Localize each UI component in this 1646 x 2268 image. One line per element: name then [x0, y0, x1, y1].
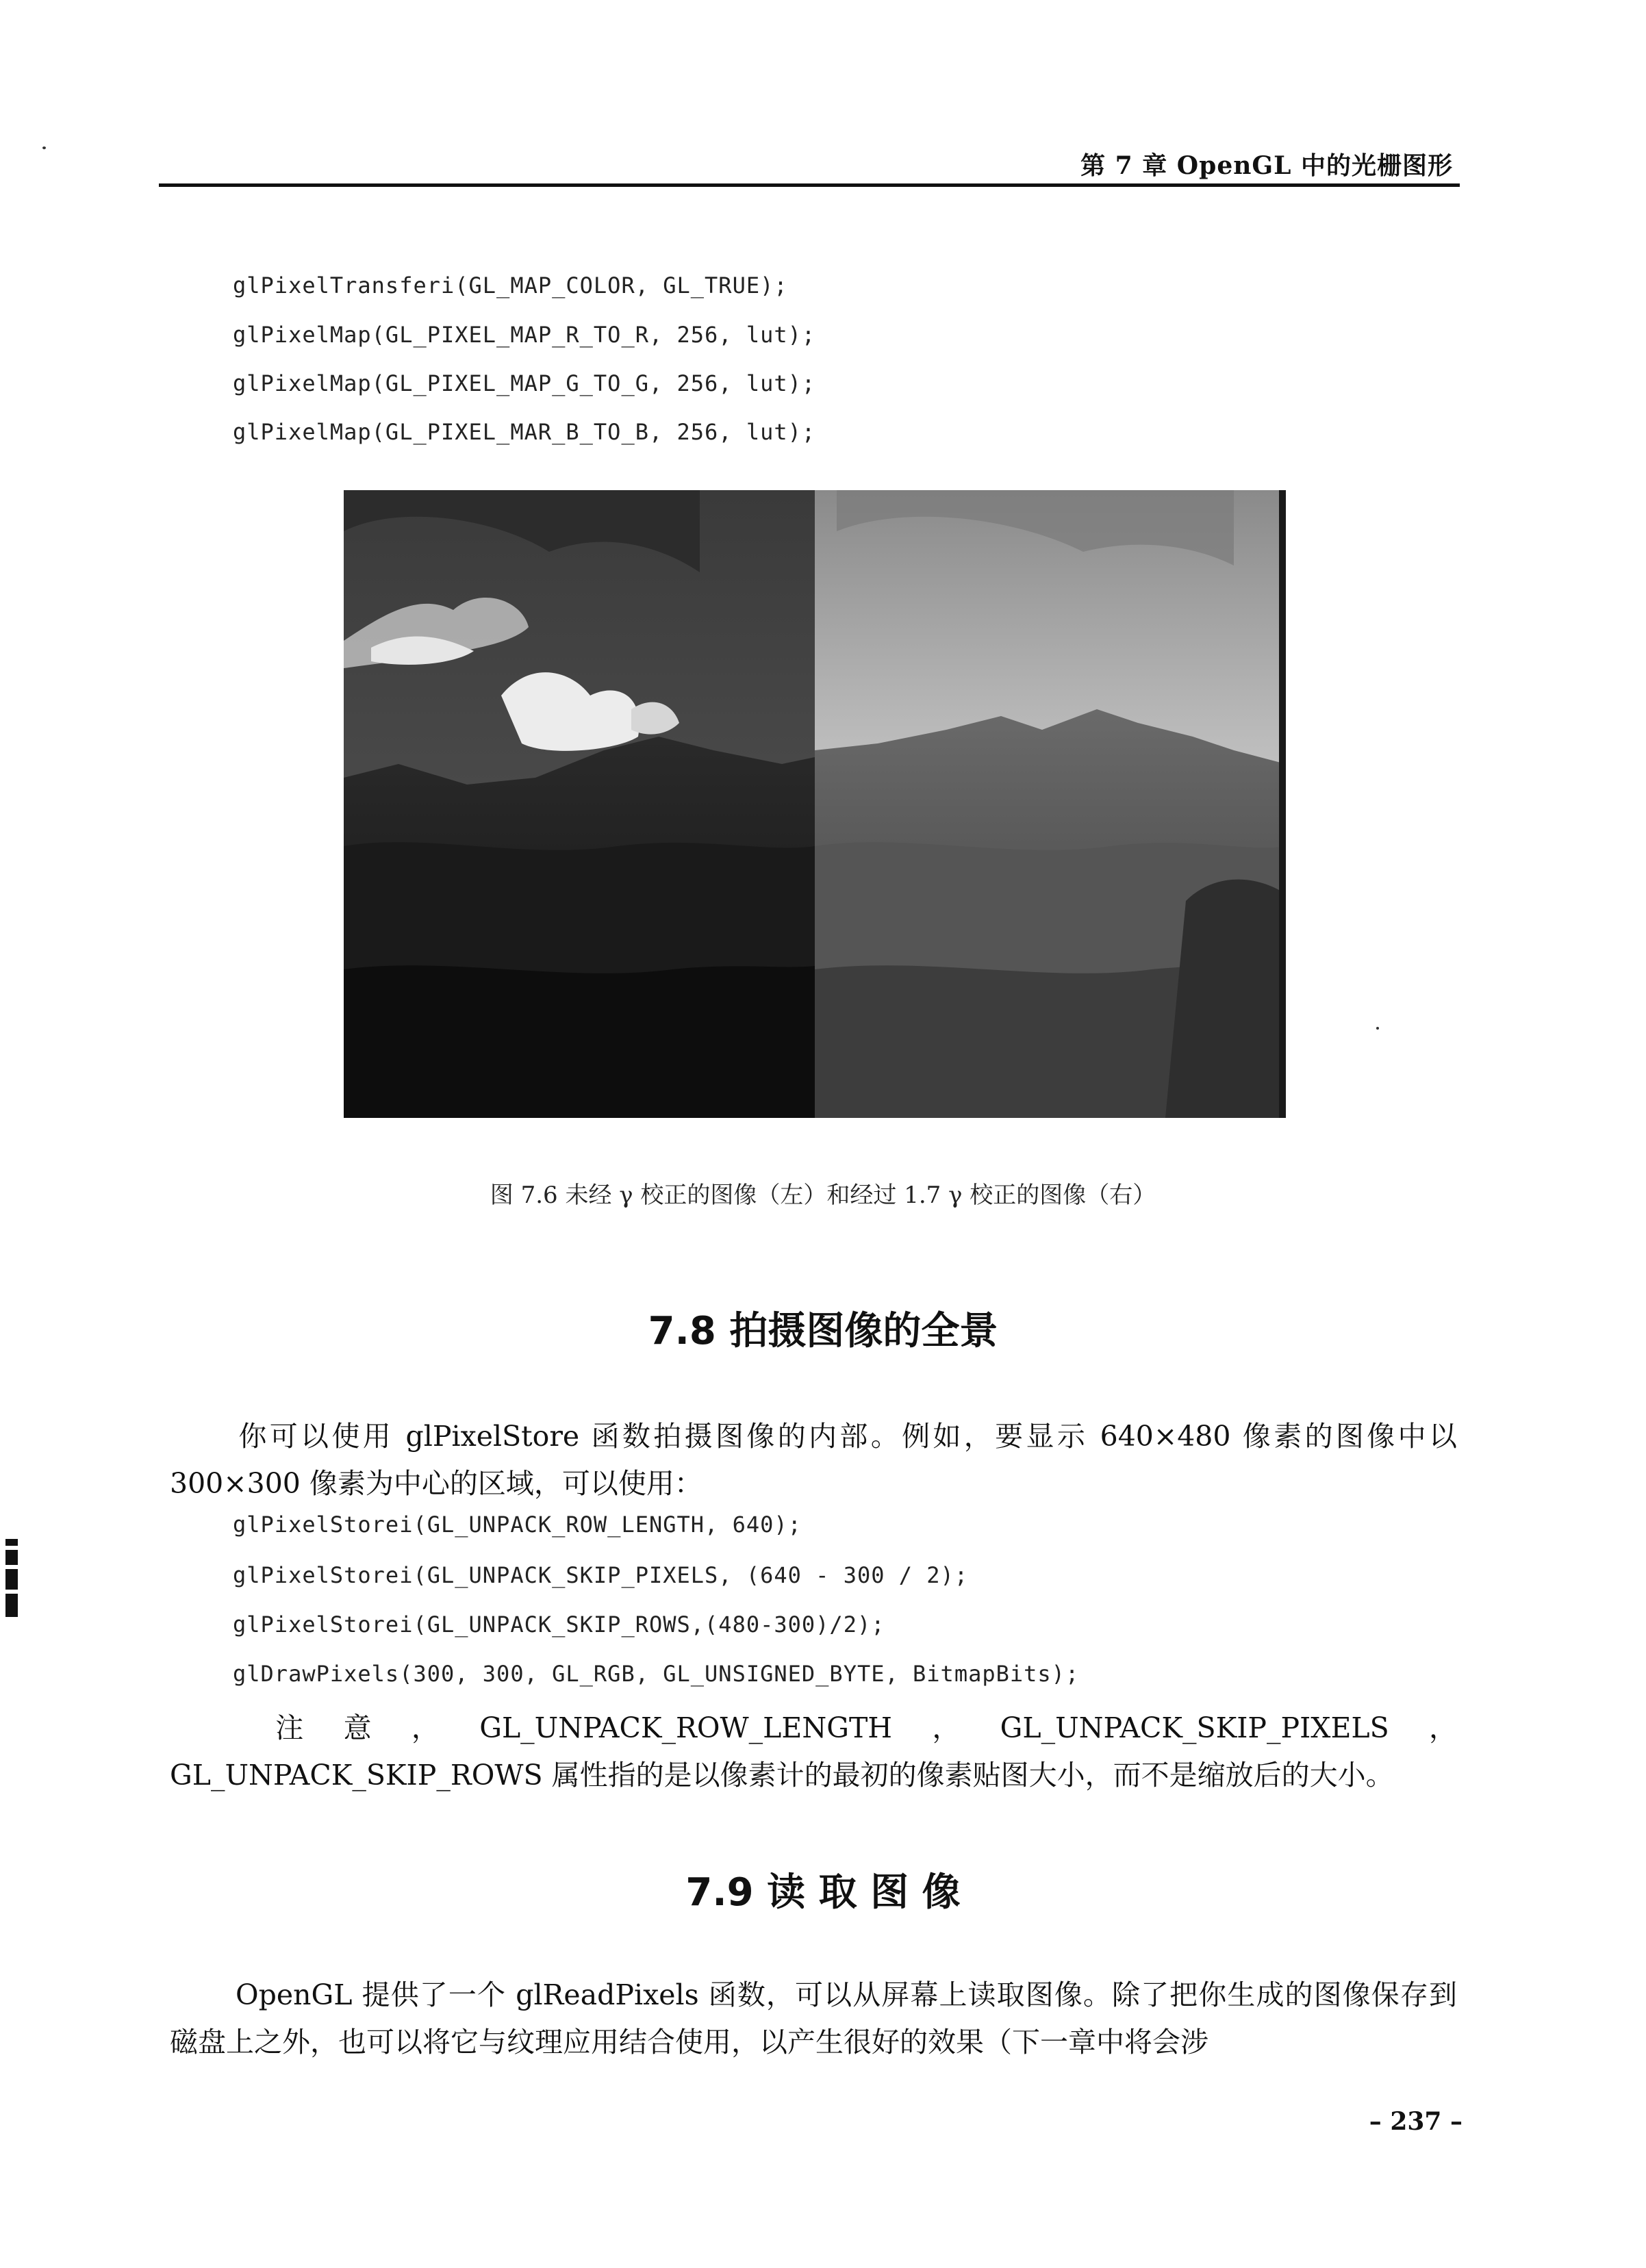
- scan-speck: [1376, 1027, 1379, 1030]
- code-line: glPixelStorei(GL_UNPACK_ROW_LENGTH, 640);: [233, 1512, 802, 1538]
- paragraph-text: 你可以使用 glPixelStore 函数拍摄图像的内部。例如，要显示 640×480 像素的图像中以 300×300 像素为中心的区域，可以使用：: [170, 1420, 1457, 1500]
- paragraph: [170, 1413, 1457, 1507]
- code-line: glPixelStorei(GL_UNPACK_SKIP_ROWS,(480-300)/2);: [233, 1611, 885, 1638]
- scan-margin-mark: [3, 1539, 23, 1621]
- code-line: glPixelMap(GL_PIXEL_MAP_R_TO_R, 256, lut);: [233, 322, 816, 348]
- section-heading-7-9: 7.9 读 取 图 像: [685, 1870, 961, 1915]
- section-heading-7-8: 7.8 拍摄图像的全景: [648, 1309, 998, 1353]
- gamma-comparison-photo: [344, 490, 1286, 1118]
- code-line: glDrawPixels(300, 300, GL_RGB, GL_UNSIGNED_BYTE, BitmapBits);: [233, 1661, 1080, 1687]
- code-line: glPixelMap(GL_PIXEL_MAP_G_TO_G, 256, lut);: [233, 370, 816, 396]
- code-line: glPixelTransferi(GL_MAP_COLOR, GL_TRUE);: [233, 272, 788, 298]
- paragraph: [170, 1705, 1457, 1799]
- paragraph-text: 注意，GL_UNPACK_ROW_LENGTH，GL_UNPACK_SKIP_PIXELS，GL_UNPACK_SKIP_ROWS 属性指的是以像素计的最初的像素贴图大小，而不是缩放后的大小。: [170, 1711, 1457, 1792]
- scan-speck: [42, 146, 46, 149]
- paragraph-text: OpenGL 提供了一个 glReadPixels 函数，可以从屏幕上读取图像。除了把你生成的图像保存到磁盘上之外，也可以将它与纹理应用结合使用，以产生很好的效果（下一章中将会涉: [170, 1978, 1457, 2059]
- page-number: – 237 –: [1369, 2107, 1463, 2136]
- code-line: glPixelMap(GL_PIXEL_MAR_B_TO_B, 256, lut);: [233, 419, 816, 445]
- paragraph: [170, 1972, 1457, 2066]
- running-header: [159, 138, 1460, 187]
- code-line: glPixelStorei(GL_UNPACK_SKIP_PIXELS, (640 - 300 / 2);: [233, 1562, 969, 1588]
- figure-caption: 图 7.6 未经 γ 校正的图像（左）和经过 1.7 γ 校正的图像（右）: [490, 1182, 1156, 1209]
- header-text: 第 7 章 OpenGL 中的光栅图形: [1080, 151, 1453, 180]
